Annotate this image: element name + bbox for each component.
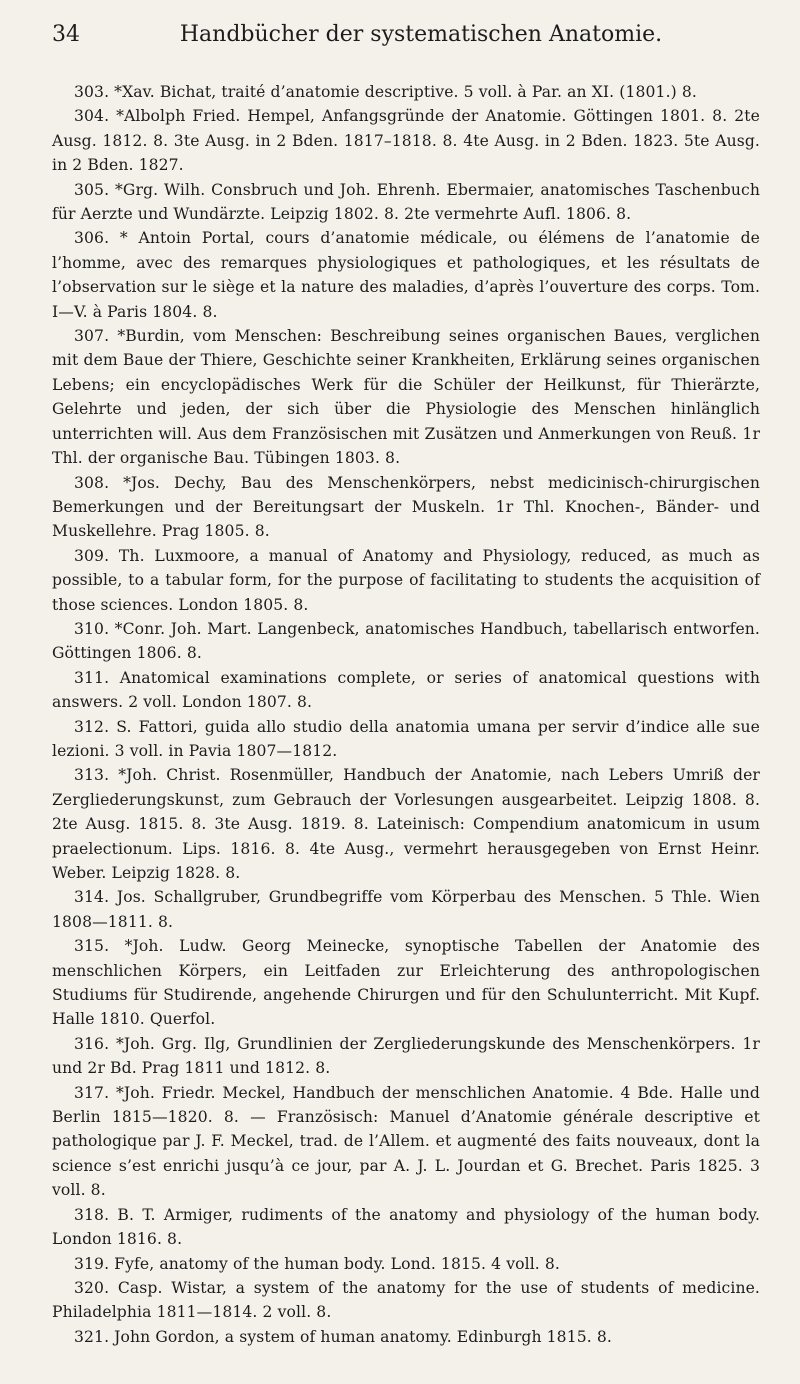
bibliography-entry-308: 308. *Jos. Dechy, Bau des Menschenkörpers, nebst medicinisch-chirurgischen Bemerkungen und der Bereitungsart der Muskeln. 1r Thl. Knochen-, Bänder- und Muskellehre. Prag 1805. 8.: [52, 473, 760, 541]
bibliography-entry-305: 305. *Grg. Wilh. Consbruch und Joh. Ehrenh. Ebermaier, anatomisches Taschenbuch für Aerzte und Wundärzte. Leipzig 1802. 8. 2te vermehrte Aufl. 1806. 8.: [52, 180, 760, 224]
bibliography-entry-315: 315. *Joh. Ludw. Georg Meinecke, synoptische Tabellen der Anatomie des menschlichen Körpers, ein Leitfaden zur Erleichterung des anthropologischen Studiums für Studirende, angehende Chirurgen und für den Schulunterricht. Mit Kupf. Halle 1810. Querfol.: [52, 937, 760, 1029]
page-header: [52, 22, 760, 76]
running-title: Handbücher der systematischen Anatomie.: [179, 22, 663, 47]
bibliography-entry-320: 320. Casp. Wistar, a system of the anatomy for the use of students of medicine. Philadelphia 1811—1814. 2 voll. 8.: [52, 1278, 760, 1322]
page-number: 34: [52, 22, 80, 47]
bibliography-entry-307: 307. *Burdin, vom Menschen: Beschreibung seines organischen Baues, verglichen mit dem Baue der Thiere, Geschichte seiner Krankheiten, Erklärung seines organischen Lebens; ein encyclopädisches Werk für die Schüler der Heilkunst, für Thierärzte, Gelehrte und jeden, der sich über die Physiologie des Menschen hinlänglich unterrichten will. Aus dem Französischen mit Zusätzen und Anmerkungen von Reuß. 1r Thl. der organische Bau. Tübingen 1803. 8.: [52, 327, 760, 468]
bibliography-entry-303: 303. *Xav. Bichat, traité d’anatomie descriptive. 5 voll. à Par. an XI. (1801.) 8.: [74, 83, 697, 101]
bibliography-entry-309: 309. Th. Luxmoore, a manual of Anatomy and Physiology, reduced, as much as possible, to a tabular form, for the purpose of facilitating to students the acquisition of those sciences. London 1805. 8.: [52, 546, 760, 614]
bibliography-entry-317: 317. *Joh. Friedr. Meckel, Handbuch der menschlichen Anatomie. 4 Bde. Halle und Berlin 1815—1820. 8. — Französisch: Manuel d’Anatomie générale descriptive et pathologique par J. F. Meckel, trad. de l’Allem. et augmenté des faits nouveaux, dont la science s’est enrichi jusqu’à ce jour, par A. J. L. Jourdan et G. Brechet. Paris 1825. 3 voll. 8.: [52, 1083, 760, 1200]
bibliography-entry-314: 314. Jos. Schallgruber, Grundbegriffe vom Körperbau des Menschen. 5 Thle. Wien 1808—1811. 8.: [52, 888, 760, 931]
bibliography-entry-313: 313. *Joh. Christ. Rosenmüller, Handbuch der Anatomie, nach Lebers Umriß der Zergliederungskunst, zum Gebrauch der Vorlesungen ausgearbeitet. Leipzig 1808. 8. 2te Ausg. 1815. 8. 3te Ausg. 1819. 8. Lateinisch: Compendium anatomicum in usum praelectionum. Lips. 1816. 8. 4te Ausg., vermehrt herausgegeben von Ernst Heinr. Weber. Leipzig 1828. 8.: [52, 766, 760, 882]
bibliography-entry-319: 319. Fyfe, anatomy of the human body. Lond. 1815. 4 voll. 8.: [74, 1254, 560, 1273]
bibliography-entry-321: 321. John Gordon, a system of human anatomy. Edinburgh 1815. 8.: [74, 1327, 612, 1346]
bibliography-entry-310: 310. *Conr. Joh. Mart. Langenbeck, anatomisches Handbuch, tabellarisch entworfen. Göttingen 1806. 8.: [52, 619, 760, 663]
bibliography-entry-316: 316. *Joh. Grg. Ilg, Grundlinien der Zergliederungskunde des Menschenkörpers. 1r und 2r Bd. Prag 1811 und 1812. 8.: [52, 1034, 760, 1078]
bibliography-entry-304: 304. *Albolph Fried. Hempel, Anfangsgründe der Anatomie. Göttingen 1801. 8. 2te Ausg. 1812. 8. 3te Ausg. in 2 Bden. 1817–1818. 8. 4te Ausg. in 2 Bden. 1823. 5te Ausg. in 2 Bden. 1827.: [52, 107, 760, 175]
bibliography-entry-312: 312. S. Fattori, guida allo studio della anatomia umana per servir d’indice alle sue lezioni. 3 voll. in Pavia 1807—1812.: [52, 717, 760, 760]
bibliography-entry-318: 318. B. T. Armiger, rudiments of the anatomy and physiology of the human body. London 1816. 8.: [52, 1205, 760, 1249]
bibliography-entry-311: 311. Anatomical examinations complete, or series of anatomical questions with answers. 2 voll. London 1807. 8.: [52, 668, 760, 712]
bibliography-entry-306: 306. * Antoin Portal, cours d’anatomie médicale, ou élémens de l’anatomie de l’homme, avec des remarques physiologiques et pathologiques, et les résultats de l’observation sur le siège et la nature des maladies, d’après l’ouverture des corps. Tom. I—V. à Paris 1804. 8.: [52, 229, 760, 321]
bibliography-list: [52, 80, 760, 1349]
